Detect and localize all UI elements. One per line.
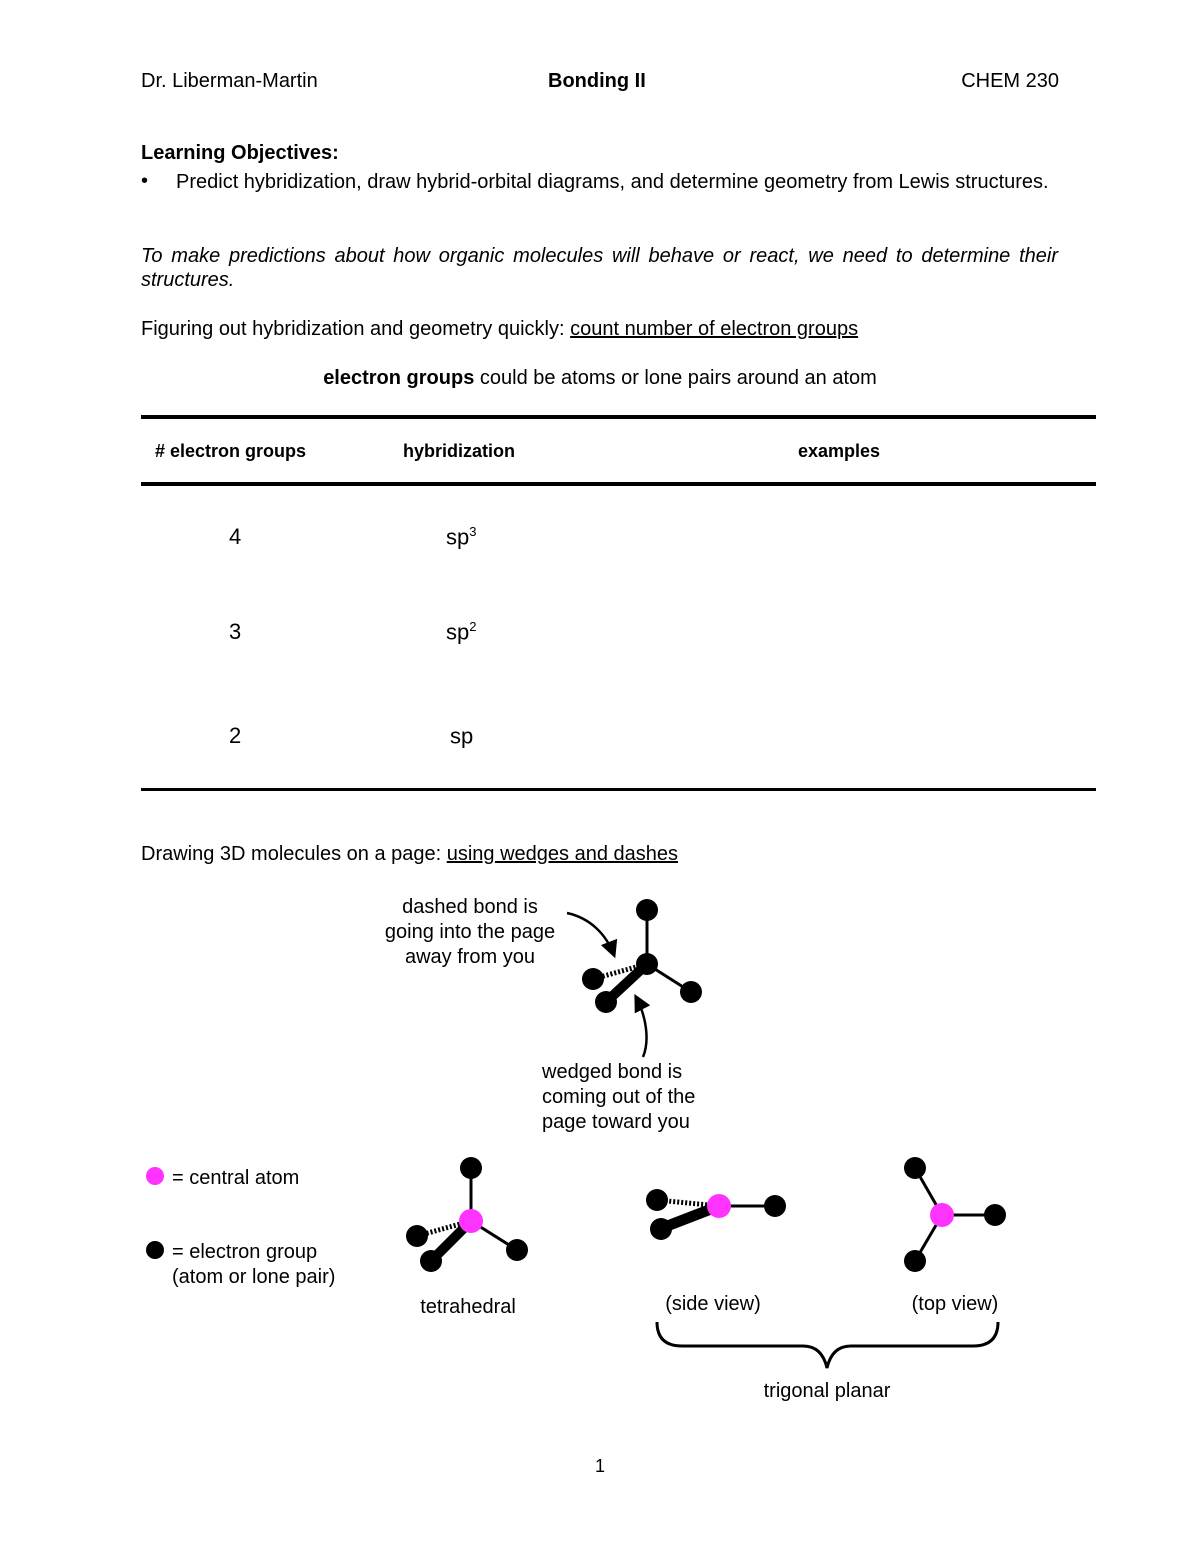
electron-group-atom: [406, 1225, 428, 1247]
electron-group-atom: [636, 899, 658, 921]
central-atom: [459, 1209, 483, 1233]
label-tetrahedral: tetrahedral: [420, 1296, 516, 1318]
objectives-heading: Learning Objectives:: [141, 142, 339, 164]
central-atom: [707, 1194, 731, 1218]
wedged-bond-label: wedged bond is coming out of the page toward you: [542, 1061, 696, 1133]
page-number: 1: [594, 1456, 605, 1476]
electron-group-atom: [764, 1195, 786, 1217]
legend-central-atom: = central atom: [172, 1167, 300, 1189]
tetrahedral-molecule: [406, 1157, 528, 1272]
example-molecule: [582, 899, 702, 1013]
electron-group-atom: [420, 1250, 442, 1272]
electron-group-atom: [680, 981, 702, 1003]
electron-group-atom: [636, 953, 658, 975]
table-header-groups: # electron groups: [155, 441, 307, 461]
header-course: CHEM 230: [961, 70, 1059, 92]
central-atom: [930, 1203, 954, 1227]
electron-group-atom: [650, 1218, 672, 1240]
electron-group-atom: [460, 1157, 482, 1179]
legend-group-dot: [146, 1241, 164, 1259]
drawing-underlined: using wedges and dashes: [446, 843, 679, 865]
trigonal-top-view-molecule: [904, 1157, 1006, 1272]
table-row-hybridization: $sp^2$: [446, 619, 477, 645]
header-author: Dr. Liberman-Martin: [141, 70, 318, 92]
quick-method-prefix: Figuring out hybridization and geometry quickly:: [141, 318, 571, 340]
table-row-hybridization: sp: [450, 723, 474, 749]
quick-method-underlined: count number of electron groups: [570, 318, 859, 340]
electron-group-atom: [506, 1239, 528, 1261]
intro-paragraph: To make predictions about how organic molecules will behave or react, we need to determine their structures.: [141, 245, 1058, 291]
objective-item: Predict hybridization, draw hybrid-orbital diagrams, and determine geometry from Lewis structures.: [176, 171, 1049, 193]
label-side-view: (side view): [665, 1293, 761, 1315]
trigonal-side-view-molecule: [646, 1189, 786, 1240]
legend-central-dot: [146, 1167, 164, 1185]
electron-group-atom: [984, 1204, 1006, 1226]
header-title: Bonding II: [548, 70, 646, 92]
table-row-groups: 2: [229, 723, 242, 748]
label-trigonal-planar: trigonal planar: [763, 1380, 891, 1402]
dashed-arrow: [567, 913, 614, 955]
table-row-hybridization: $sp^3$: [446, 524, 477, 550]
electron-group-atom: [646, 1189, 668, 1211]
electron-group-atom: [582, 968, 604, 990]
drawing-prefix: Drawing 3D molecules on a page:: [141, 843, 447, 865]
table-header-examples: examples: [798, 441, 881, 461]
table-row-groups: 3: [229, 619, 242, 644]
electron-group-atom: [904, 1157, 926, 1179]
label-top-view: (top view): [911, 1293, 999, 1315]
table-row-groups: 4: [229, 524, 242, 549]
trigonal-brace: [657, 1322, 998, 1368]
electron-group-atom: [904, 1250, 926, 1272]
legend-electron-group-note: (atom or lone pair): [172, 1266, 336, 1288]
definition-term: electron groups: [323, 367, 475, 389]
electron-group-atom: [595, 991, 617, 1013]
definition-rest: could be atoms or lone pairs around an atom: [474, 367, 877, 389]
table-header-hybridization: hybridization: [403, 441, 515, 461]
legend-electron-group: = electron group: [172, 1241, 318, 1263]
bullet-glyph: •: [141, 170, 149, 192]
wedged-arrow: [636, 997, 647, 1057]
dashed-bond-label: dashed bond is going into the page away from you: [384, 896, 556, 968]
